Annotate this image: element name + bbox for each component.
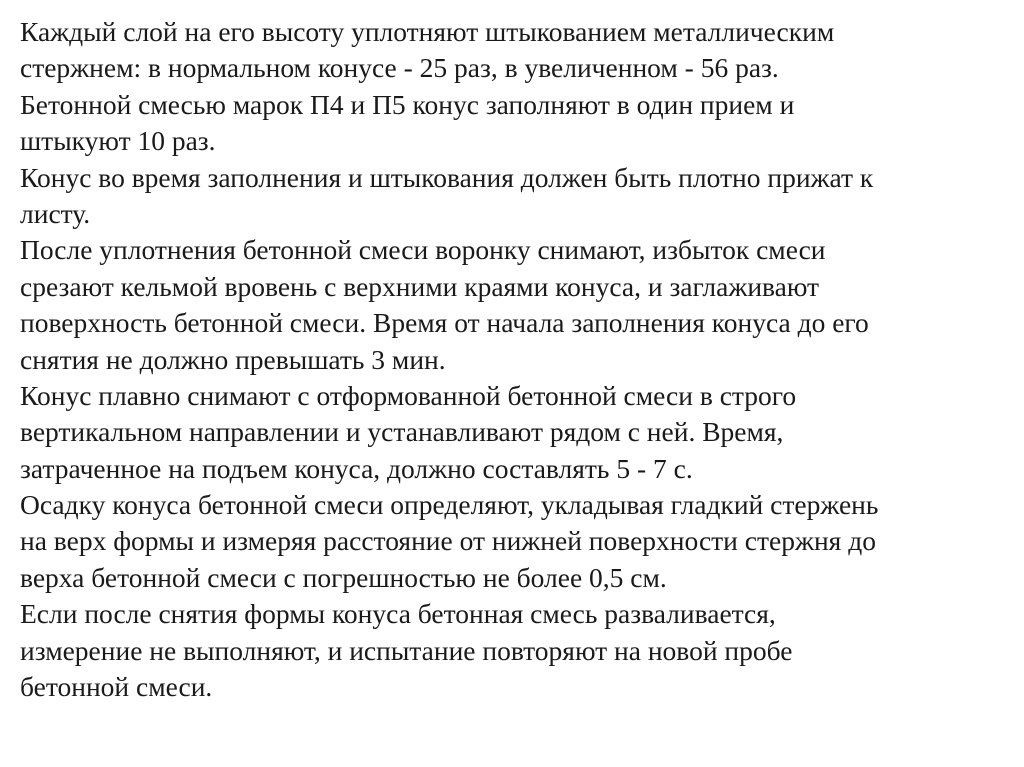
text-line: бетонной смеси.: [20, 671, 213, 703]
body-text: [20, 14, 1010, 705]
text-line: штыкуют 10 раз.: [20, 125, 216, 157]
text-line: на верх формы и измеряя расстояние от нижней поверхности стержня до: [20, 525, 876, 557]
text-line: Если после снятия формы конуса бетонная смесь разваливается,: [20, 598, 776, 630]
text-line: стержнем: в нормальном конусе - 25 раз, в увеличенном - 56 раз.: [20, 52, 779, 84]
text-line: После уплотнения бетонной смеси воронку снимают, избыток смеси: [20, 234, 826, 266]
text-line: Бетонной смесью марок П4 и П5 конус заполняют в один прием и: [20, 88, 795, 120]
text-line: вертикальном направлении и устанавливают рядом с ней. Время,: [20, 416, 784, 448]
text-line: затраченное на подъем конуса, должно составлять 5 - 7 с.: [20, 452, 693, 484]
text-line: Каждый слой на его высоту уплотняют штыкованием металлическим: [20, 16, 835, 47]
text-line: срезают кельмой вровень с верхними краями конуса, и заглаживают: [20, 270, 820, 302]
text-line: снятия не должно превышать 3 мин.: [20, 343, 446, 375]
text-line: верха бетонной смеси с погрешностью не более 0,5 см.: [20, 561, 667, 593]
text-line: Конус во время заполнения и штыкования должен быть плотно прижат к: [20, 161, 874, 193]
text-line: Осадку конуса бетонной смеси определяют, укладывая гладкий стержень: [20, 489, 879, 521]
text-line: Конус плавно снимают с отформованной бетонной смеси в строго: [20, 379, 797, 411]
text-line: поверхность бетонной смеси. Время от начала заполнения конуса до его: [20, 307, 869, 339]
text-line: листу.: [20, 197, 91, 229]
text-line: измерение не выполняют, и испытание повторяют на новой пробе: [20, 634, 793, 666]
